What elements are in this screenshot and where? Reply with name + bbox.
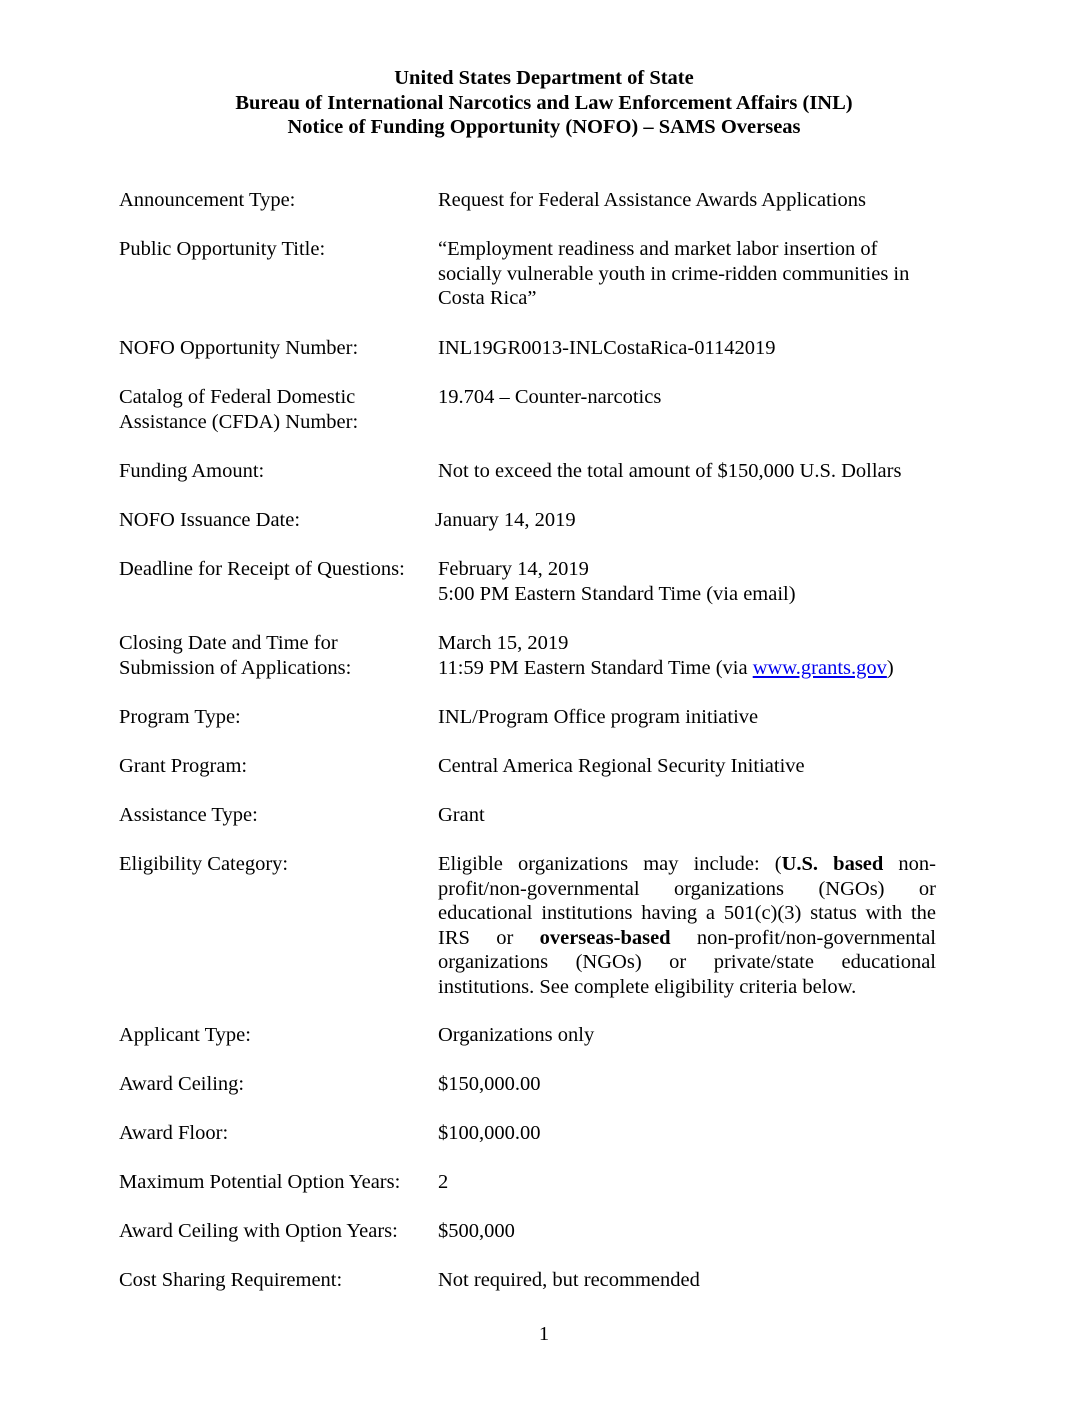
field-label: Public Opportunity Title: <box>119 238 326 260</box>
field-label: Eligibility Category: <box>119 853 289 875</box>
field-label: NOFO Opportunity Number: <box>119 337 359 359</box>
field-value <box>438 631 936 680</box>
field-value: Not required, but recommended <box>438 1269 700 1291</box>
field-value: Grant <box>438 804 485 826</box>
eligibility-text: non-profit/non-governmental organizations (NGOs) or educational institutions having a 501(c)(3) status with the IRS or <box>438 853 936 949</box>
page-number: 1 <box>538 1323 550 1345</box>
field-value <box>438 852 936 999</box>
eligibility-bold-overseas-based: overseas-based <box>539 926 671 949</box>
closing-time-suffix: ) <box>886 656 894 679</box>
field-value: $150,000.00 <box>438 1073 541 1095</box>
field-value-line: February 14, 2019 <box>438 558 589 580</box>
field-label: Award Ceiling with Option Years: <box>119 1220 398 1242</box>
field-label: Grant Program: <box>119 755 248 777</box>
field-label: NOFO Issuance Date: <box>119 509 301 531</box>
field-label <box>119 631 434 680</box>
field-value: Central America Regional Security Initiative <box>438 755 805 777</box>
field-label-line: Catalog of Federal Domestic <box>119 386 356 408</box>
header-bureau: Bureau of International Narcotics and Law Enforcement Affairs (INL) <box>235 91 853 114</box>
field-value: INL/Program Office program initiative <box>438 706 759 728</box>
field-label: Maximum Potential Option Years: <box>119 1171 401 1193</box>
field-value-line: “Employment readiness and market labor insertion of <box>438 238 878 260</box>
field-value: Organizations only <box>438 1024 595 1046</box>
field-value-line: Costa Rica” <box>438 287 537 309</box>
field-value <box>438 237 936 311</box>
field-label: Funding Amount: <box>119 460 265 482</box>
field-label: Assistance Type: <box>119 804 258 826</box>
field-value: Request for Federal Assistance Awards Applications <box>438 189 866 211</box>
field-value: Not to exceed the total amount of $150,000 U.S. Dollars <box>438 460 902 482</box>
field-label: Award Floor: <box>119 1122 229 1144</box>
field-label: Deadline for Receipt of Questions: <box>119 558 405 580</box>
field-value-line: 5:00 PM Eastern Standard Time (via email) <box>438 582 796 605</box>
eligibility-bold-us-based: U.S. based <box>781 853 884 875</box>
field-value-line: March 15, 2019 <box>438 632 569 654</box>
field-label: Cost Sharing Requirement: <box>119 1269 343 1291</box>
field-label: Award Ceiling: <box>119 1073 245 1095</box>
eligibility-text: Eligible organizations may include: ( <box>438 853 782 875</box>
eligibility-text: non-profit/non-governmental organizations (NGOs) or private/state educational institutions. See complete eligibility criteria below. <box>438 926 936 998</box>
field-value: $100,000.00 <box>438 1122 541 1144</box>
field-label-line: Assistance (CFDA) Number: <box>119 410 359 433</box>
field-label: Applicant Type: <box>119 1024 251 1046</box>
field-value: INL19GR0013-INLCostaRica-01142019 <box>438 337 776 359</box>
field-value: 19.704 – Counter-narcotics <box>438 386 662 408</box>
field-value: January 14, 2019 <box>435 509 576 531</box>
field-value-line: socially vulnerable youth in crime-ridden communities in <box>438 262 910 285</box>
field-label-line: Submission of Applications: <box>119 656 352 679</box>
field-value-line <box>438 656 936 681</box>
field-value: $500,000 <box>438 1220 515 1242</box>
header-notice-title: Notice of Funding Opportunity (NOFO) – SAMS Overseas <box>287 116 801 138</box>
grants-gov-link[interactable]: www.grants.gov <box>752 656 887 679</box>
field-label-line: Closing Date and Time for <box>119 632 338 654</box>
header-department: United States Department of State <box>394 67 694 89</box>
document-header <box>0 66 1088 140</box>
closing-time-text: 11:59 PM Eastern Standard Time (via <box>438 656 753 679</box>
field-label <box>119 385 434 434</box>
field-label: Program Type: <box>119 706 241 728</box>
field-value: 2 <box>438 1171 449 1193</box>
field-value <box>438 557 936 606</box>
field-label: Announcement Type: <box>119 189 296 211</box>
